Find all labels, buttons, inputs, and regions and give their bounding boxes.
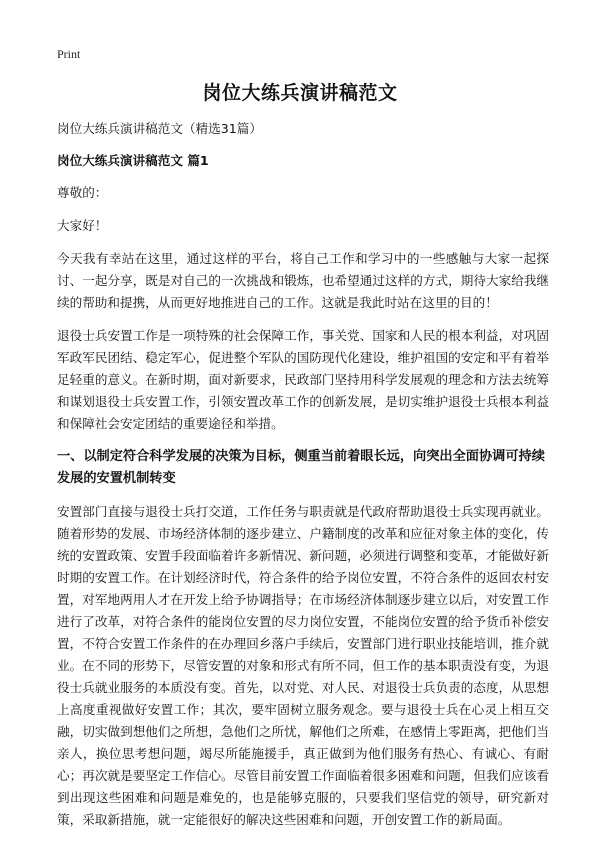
document-subtitle: 岗位大练兵演讲稿范文（精选31篇） <box>57 121 262 136</box>
paragraph-background: 退役士兵安置工作是一项特殊的社会保障工作，事关党、国家和人民的根本利益，对巩固军政军民团结、稳定军心，促进整个军队的国防现代化建设，维护祖国的安定和平有着举足轻重的意义。在新时期，面对新要求，民政部门坚持用科学发展观的理念和方法去统筹和谋划退役士兵安置工作，引领安置改革工作的创新发展，是切实维护退役士兵根本利益和保障社会安定团结的重要途径和举措。 <box>57 328 549 431</box>
greeting-line: 大家好！ <box>57 218 108 233</box>
section-heading: 一、以制定符合科学发展的决策为目标，侧重当前着眼长远，向突出全面协调可持续发展的安置机制转变 <box>57 449 545 486</box>
document-body <box>57 118 549 842</box>
paragraph-intro: 今天我有幸站在这里，通过这样的平台，将自己工作和学习中的一些感触与大家一起探讨、一起分享，既是对自己的一次挑战和锻炼，也希望通过这样的方式，期待大家给我继续的帮助和提携，从而更好地推进自己的工作。这就是我此时站在这里的目的！ <box>57 251 549 310</box>
section-paragraph: 安置部门直接与退役士兵打交道，工作任务与职责就是代政府帮助退役士兵实现再就业。随着形势的发展、市场经济体制的逐步建立、户籍制度的改革和应征对象主体的变化，传统的安置政策、安置手段面临着许多新情况、新问题，必须进行调整和变革，才能做好新时期的安置工作。在计划经济时代，符合条件的给予岗位安置，不符合条件的返回农村安置，对军地两用人才在开发上给予协调指导；在市场经济体制逐步建立以后，对安置工作进行了改革，对符合条件的能岗位安置的尽力岗位安置，不能岗位安置的给予货币补偿安置，不符合安置工作条件的在办理回乡落户手续后，安置部门进行职业技能培训，推介就业。在不同的形势下，尽管安置的对象和形式有所不同，但工作的基本职责没有变，为退役士兵就业服务的本质没有变。首先，以对党、对人民、对退役士兵负责的态度，从思想上高度重视做好安置工作；其次，要牢固树立服务观念。要与退役士兵在心灵上相互交融，切实做到想他们之所想，急他们之所忧，解他们之所难，在感情上零距离，把他们当亲人，换位思考想问题，竭尽所能施援手，真正做到为他们服务有热心、有诚心、有耐心；再次就是要坚定工作信心。尽管目前安置工作面临着很多困难和问题，但我们应该看到出现这些困难和问题是难免的，也是能够克服的，只要我们坚信党的领导，研究新对策，采取新措施，就一定能很好的解决这些困难和问题，开创安置工作的新局面。 <box>57 504 549 827</box>
document-title: 岗位大练兵演讲稿范文 <box>202 82 398 104</box>
salutation: 尊敬的： <box>57 185 108 200</box>
article-heading: 岗位大练兵演讲稿范文 篇1 <box>57 153 209 168</box>
print-link[interactable]: Print <box>57 47 81 61</box>
